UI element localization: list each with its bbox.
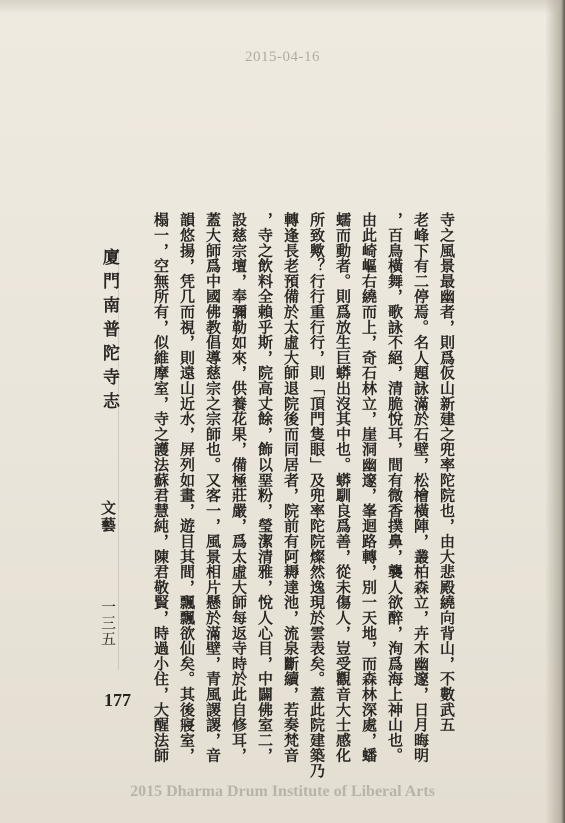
watermark-footer: 2015 Dharma Drum Institute of Liberal Arts: [130, 783, 435, 800]
printed-page-number: 177: [104, 690, 131, 710]
body-column-12: 榻一，空無所有，似維摩室，寺之護法蘇君慧純，陳君敬賢，時過小住，大醒法師: [152, 212, 170, 763]
body-column-8: ，寺之飲料全賴乎斯，院高丈餘，飾以堊粉，瑩潔清雅，悅人心目，中闢佛室二，: [256, 212, 274, 763]
section-label: 文藝: [99, 500, 117, 534]
body-column-1: 寺之風景最幽者，則爲仮山新建之兜率陀院也，由大悲殿繞向背山，不數武五: [438, 212, 456, 733]
body-column-10: 蓋大師爲中國佛教倡導慈宗之宗師也。又客一，風景相片懸於滿壁，青風謖謖，音: [204, 212, 222, 763]
body-column-3: ，百鳥橫舞，歌詠不絕，清脆悅耳，間有微香撲鼻，襲人欲醉，洵爲海上神山也。: [386, 212, 404, 763]
body-column-7: 轉逢長老預備於太虛大師退院後而同居者，院前有阿耨達池，流泉斷續，若奏梵音: [282, 212, 300, 763]
body-column-2: 老峰下有二停焉。名人題詠滿於石壁，松檜橫陣，叢柏森立，卉木幽邃，日月晦明: [412, 212, 430, 763]
body-column-6: 所致歟？行行重行行，則「頂門隻眼」及兜率陀院燦然逸現於雲表矣。蓋此院建築乃: [308, 212, 326, 779]
body-column-9: 設慈宗壇，奉彌勒如來，供養花果，備極莊嚴，爲太虛大師每返寺時於此自修耳，: [230, 212, 248, 763]
page-number-chinese: 一三五: [99, 599, 117, 647]
body-column-11: 韻悠揚，凭几而視，則遠山近水，屏列如畫，遊目其間，飄飄欲仙矣。其後寢室，: [178, 212, 196, 763]
page-spine-shadow: [545, 0, 565, 823]
body-column-4: 由此崎嶇右繞而上，奇石林立，崖洞幽邃，峯迴路轉，別一天地，而森林深處，蟠: [360, 212, 378, 763]
page-top-edge: [0, 0, 565, 14]
running-title: 廈門南普陀寺志: [99, 248, 119, 416]
body-column-5: 蠕而動者。則爲放生巨蟒出沒其中也。蟒馴良爲善，從未傷人，豈受觀音大士感化: [334, 212, 352, 763]
watermark-date: 2015-04-16: [245, 49, 320, 65]
